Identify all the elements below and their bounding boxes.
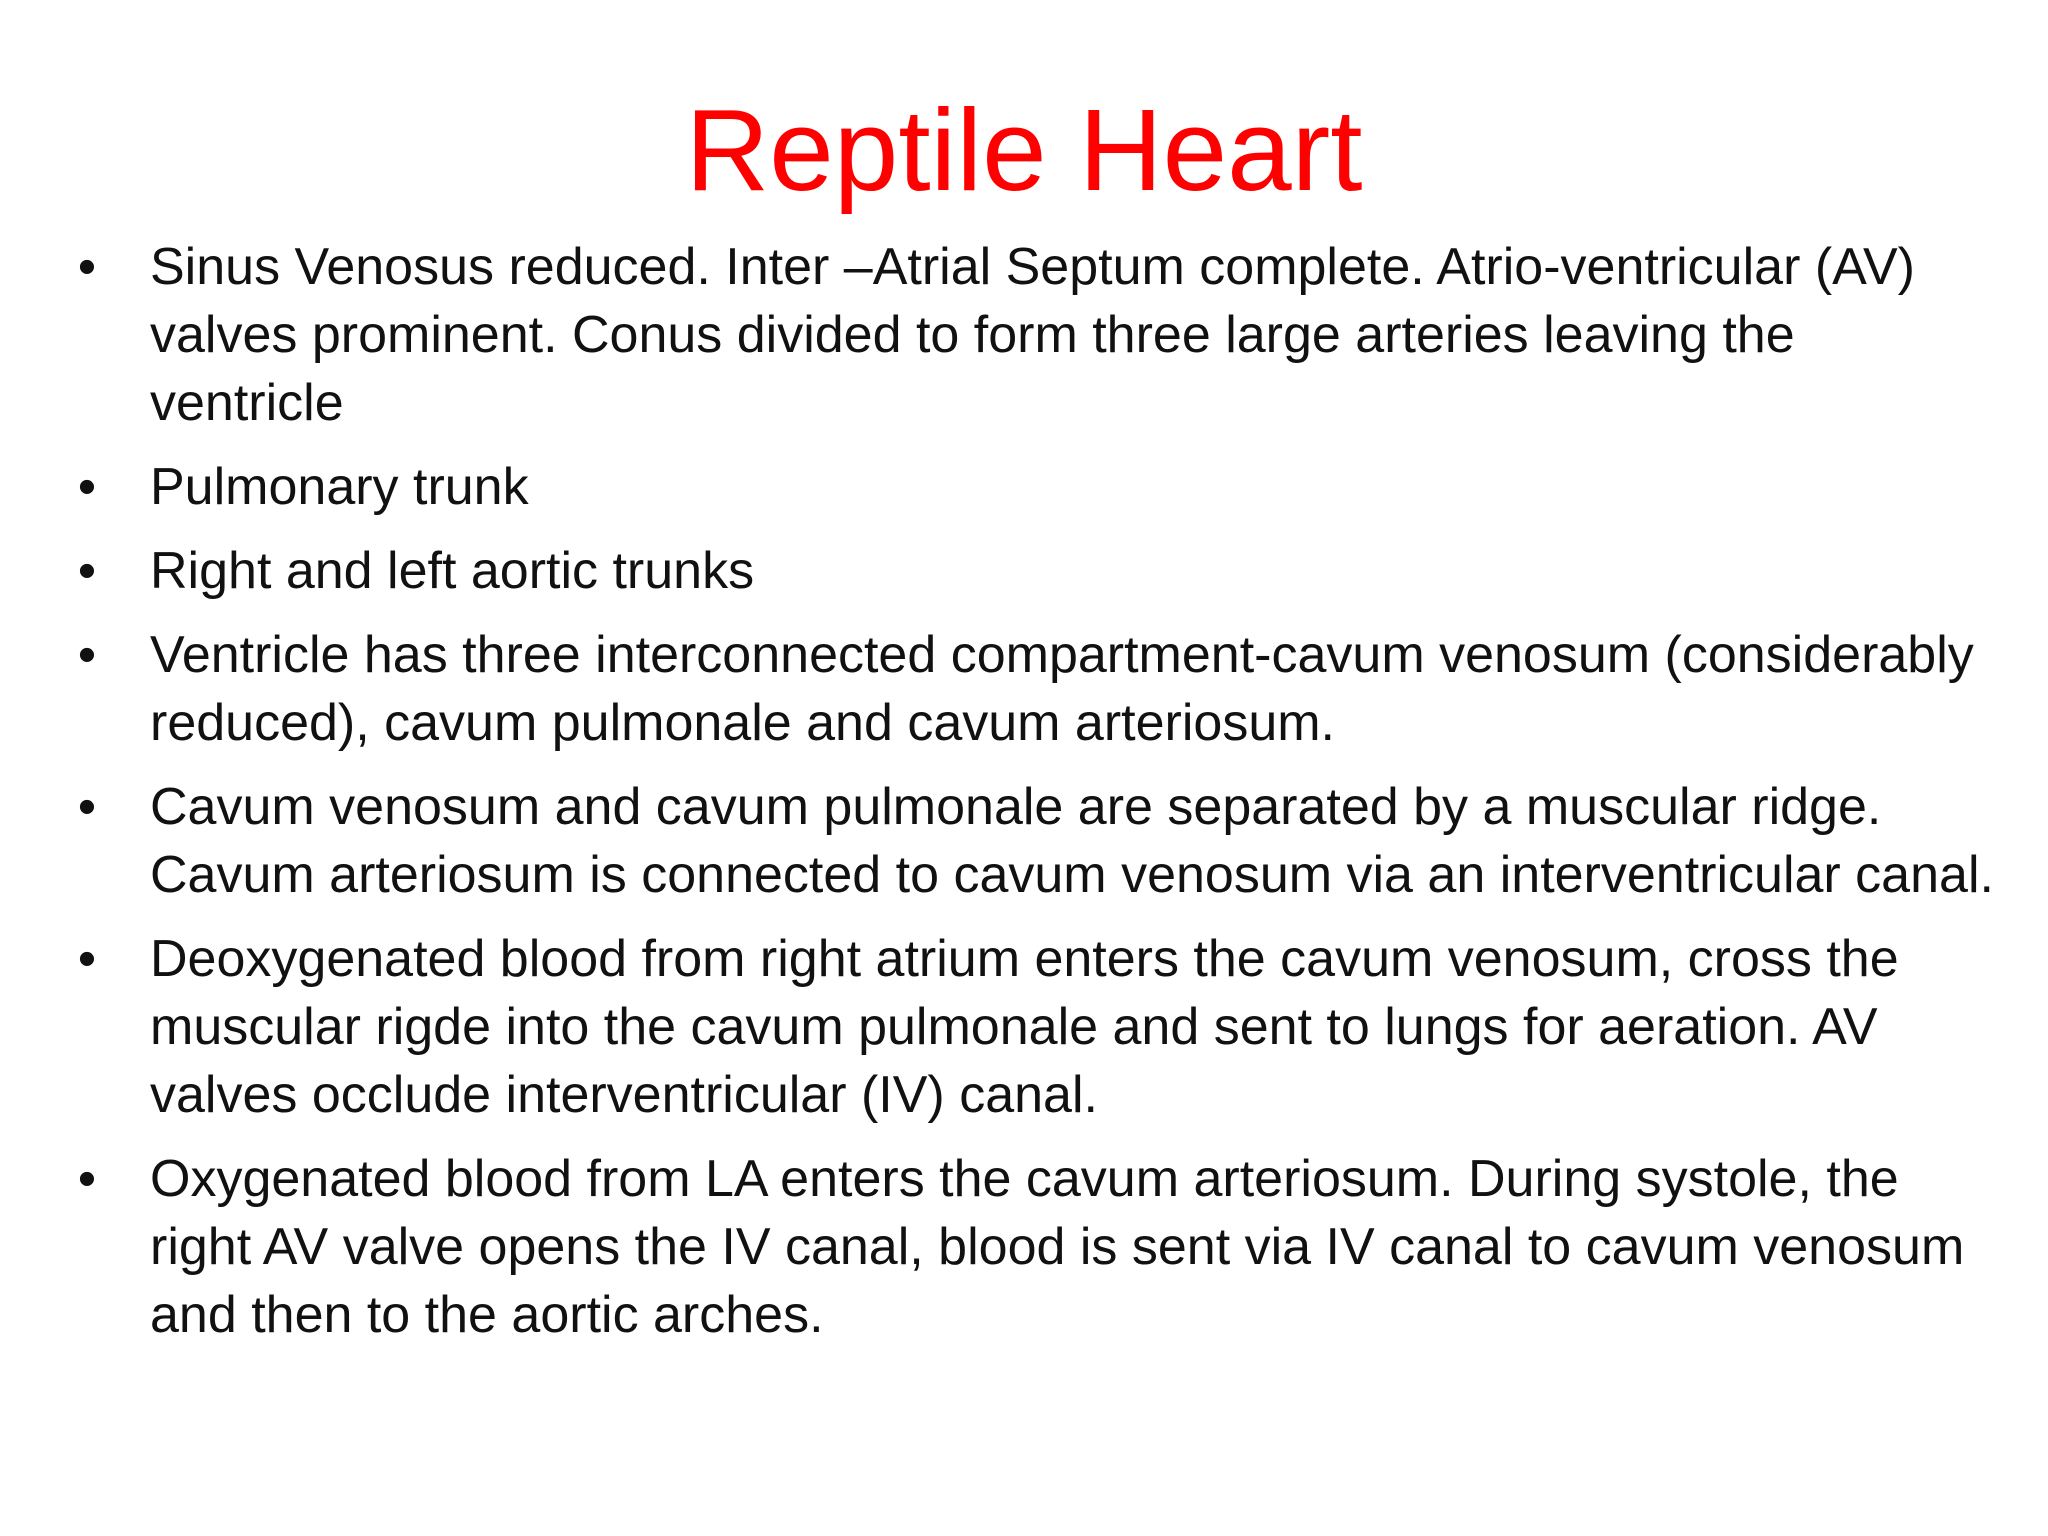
bullet-icon: • bbox=[77, 930, 97, 988]
bullet-item bbox=[72, 925, 2002, 1129]
bullet-list bbox=[72, 233, 2002, 1365]
bullet-item bbox=[72, 773, 2002, 909]
bullet-icon: • bbox=[77, 238, 97, 296]
bullet-icon: • bbox=[77, 542, 97, 600]
bullet-icon: • bbox=[77, 1150, 97, 1208]
bullet-text: Pulmonary trunk bbox=[150, 458, 529, 516]
bullet-item bbox=[72, 1145, 2002, 1349]
bullet-icon: • bbox=[77, 626, 97, 684]
bullet-item bbox=[72, 621, 2002, 757]
bullet-text: Sinus Venosus reduced. Inter –Atrial Septum complete. Atrio-ventricular (AV) valves prominent. Conus divided to form three large arteries leaving the ventricle bbox=[150, 238, 1915, 432]
bullet-item bbox=[72, 453, 2002, 521]
bullet-item bbox=[72, 537, 2002, 605]
bullet-item bbox=[72, 233, 2002, 437]
bullet-text: Right and left aortic trunks bbox=[150, 542, 755, 600]
slide-title: Reptile Heart bbox=[685, 85, 1363, 215]
bullet-icon: • bbox=[77, 778, 97, 836]
bullet-text: Ventricle has three interconnected compartment-cavum venosum (considerably reduced), cavum pulmonale and cavum arteriosum. bbox=[150, 626, 1974, 752]
bullet-text: Oxygenated blood from LA enters the cavum arteriosum. During systole, the right AV valve opens the IV canal, blood is sent via IV canal to cavum venosum and then to the aortic arches. bbox=[150, 1150, 1965, 1344]
bullet-text: Cavum venosum and cavum pulmonale are separated by a muscular ridge. Cavum arteriosum is connected to cavum venosum via an interventricular canal. bbox=[150, 778, 1994, 904]
bullet-text: Deoxygenated blood from right atrium enters the cavum venosum, cross the muscular rigde into the cavum pulmonale and sent to lungs for aeration. AV valves occlude interventricular (IV) canal. bbox=[150, 930, 1899, 1124]
bullet-icon: • bbox=[77, 458, 97, 516]
